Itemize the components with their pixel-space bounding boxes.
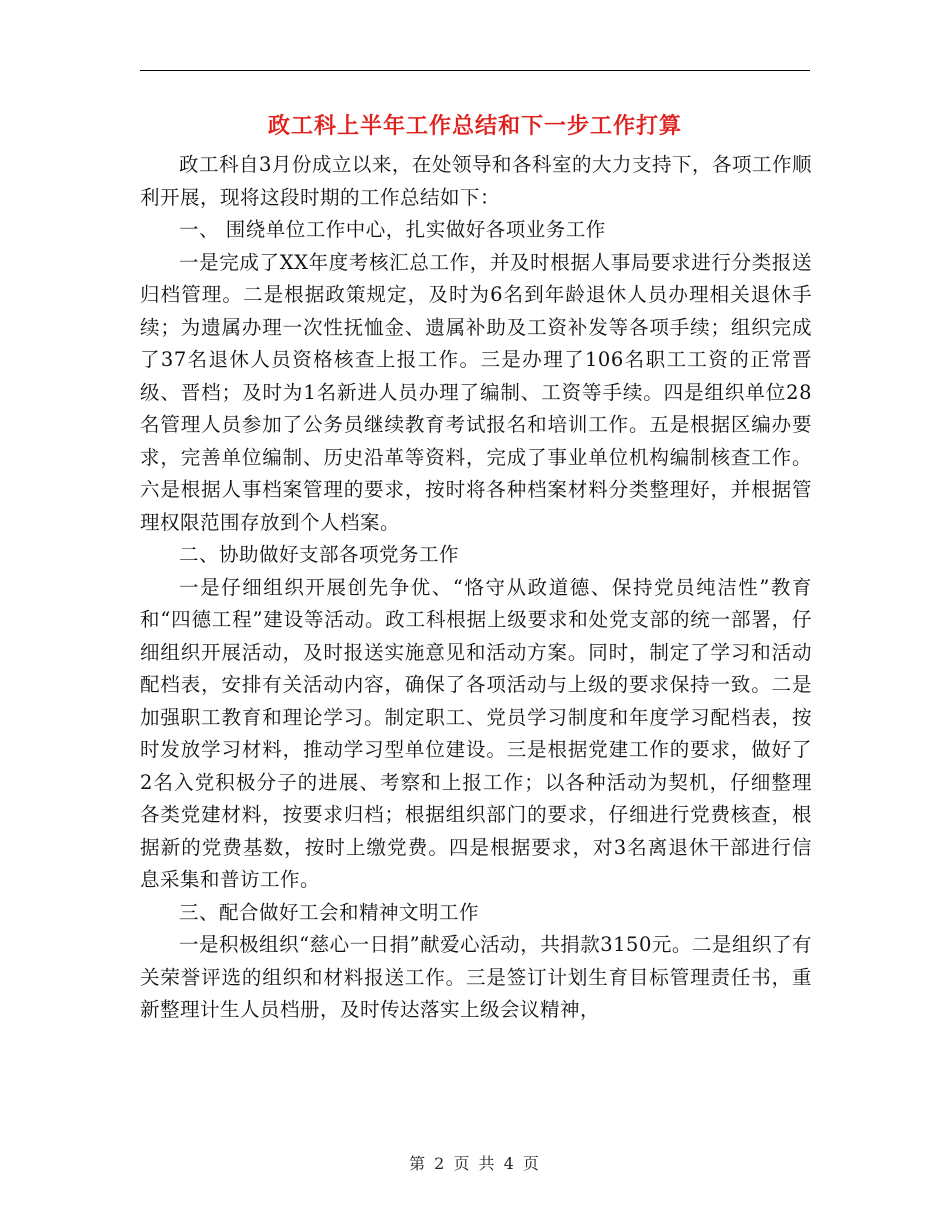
document-body xyxy=(140,149,812,1027)
section-1-paragraph: 一是完成了XX年度考核汇总工作，并及时根据人事局要求进行分类报送归档管理。二是根据政策规定，及时为6名到年龄退休人员办理相关退休手续；为遗属办理一次性抚恤金、遗属补助及工资补发等各项手续；组织完成了37名退休人员资格核查上报工作。三是办理了106名职工工资的正常晋级、晋档；及时为1名新进人员办理了编制、工资等手续。四是组织单位28名管理人员参加了公务员继续教育考试报名和培训工作。五是根据区编办要求，完善单位编制、历史沿革等资料，完成了事业单位机构编制核查工作。六是根据人事档案管理的要求，按时将各种档案材料分类整理好，并根据管理权限范围存放到个人档案。 xyxy=(140,250,812,534)
section-2-paragraph: 一是仔细组织开展创先争优、“恪守从政道德、保持党员纯洁性”教育和“四德工程”建设等活动。政工科根据上级要求和处党支部的统一部署，仔细组织开展活动，及时报送实施意见和活动方案。同时，制定了学习和活动配档表，安排有关活动内容，确保了各项活动与上级的要求保持一致。二是加强职工教育和理论学习。制定职工、党员学习制度和年度学习配档表，按时发放学习材料，推动学习型单位建设。三是根据党建工作的要求，做好了2名入党积极分子的进展、考察和上报工作；以各种活动为契机，仔细整理各类党建材料，按要求归档；根据组织部门的要求，仔细进行党费核查，根据新的党费基数，按时上缴党费。四是根据要求，对3名离退休干部进行信息采集和普访工作。 xyxy=(140,575,812,891)
section-heading-3: 三、配合做好工会和精神文明工作 xyxy=(179,900,480,924)
section-heading-2: 二、协助做好支部各项党务工作 xyxy=(179,543,460,566)
section-heading-1: 一、 围绕单位工作中心，扎实做好各项业务工作 xyxy=(179,218,606,241)
page-footer: 第 2 页 共 4 页 xyxy=(409,1154,541,1173)
section-3-paragraph: 一是积极组织“慈心一日捐”献爱心活动，共捐款3150元。二是组织了有关荣誉评选的组织和材料报送工作。三是签订计划生育目标管理责任书，重新整理计生人员档册，及时传达落实上级会议精神， xyxy=(140,933,812,1021)
document-title: 政工科上半年工作总结和下一步工作打算 xyxy=(267,113,682,139)
intro-paragraph: 政工科自3月份成立以来，在处领导和各科室的大力支持下，各项工作顺利开展，现将这段时期的工作总结如下： xyxy=(140,153,812,209)
header-rule xyxy=(140,70,810,71)
